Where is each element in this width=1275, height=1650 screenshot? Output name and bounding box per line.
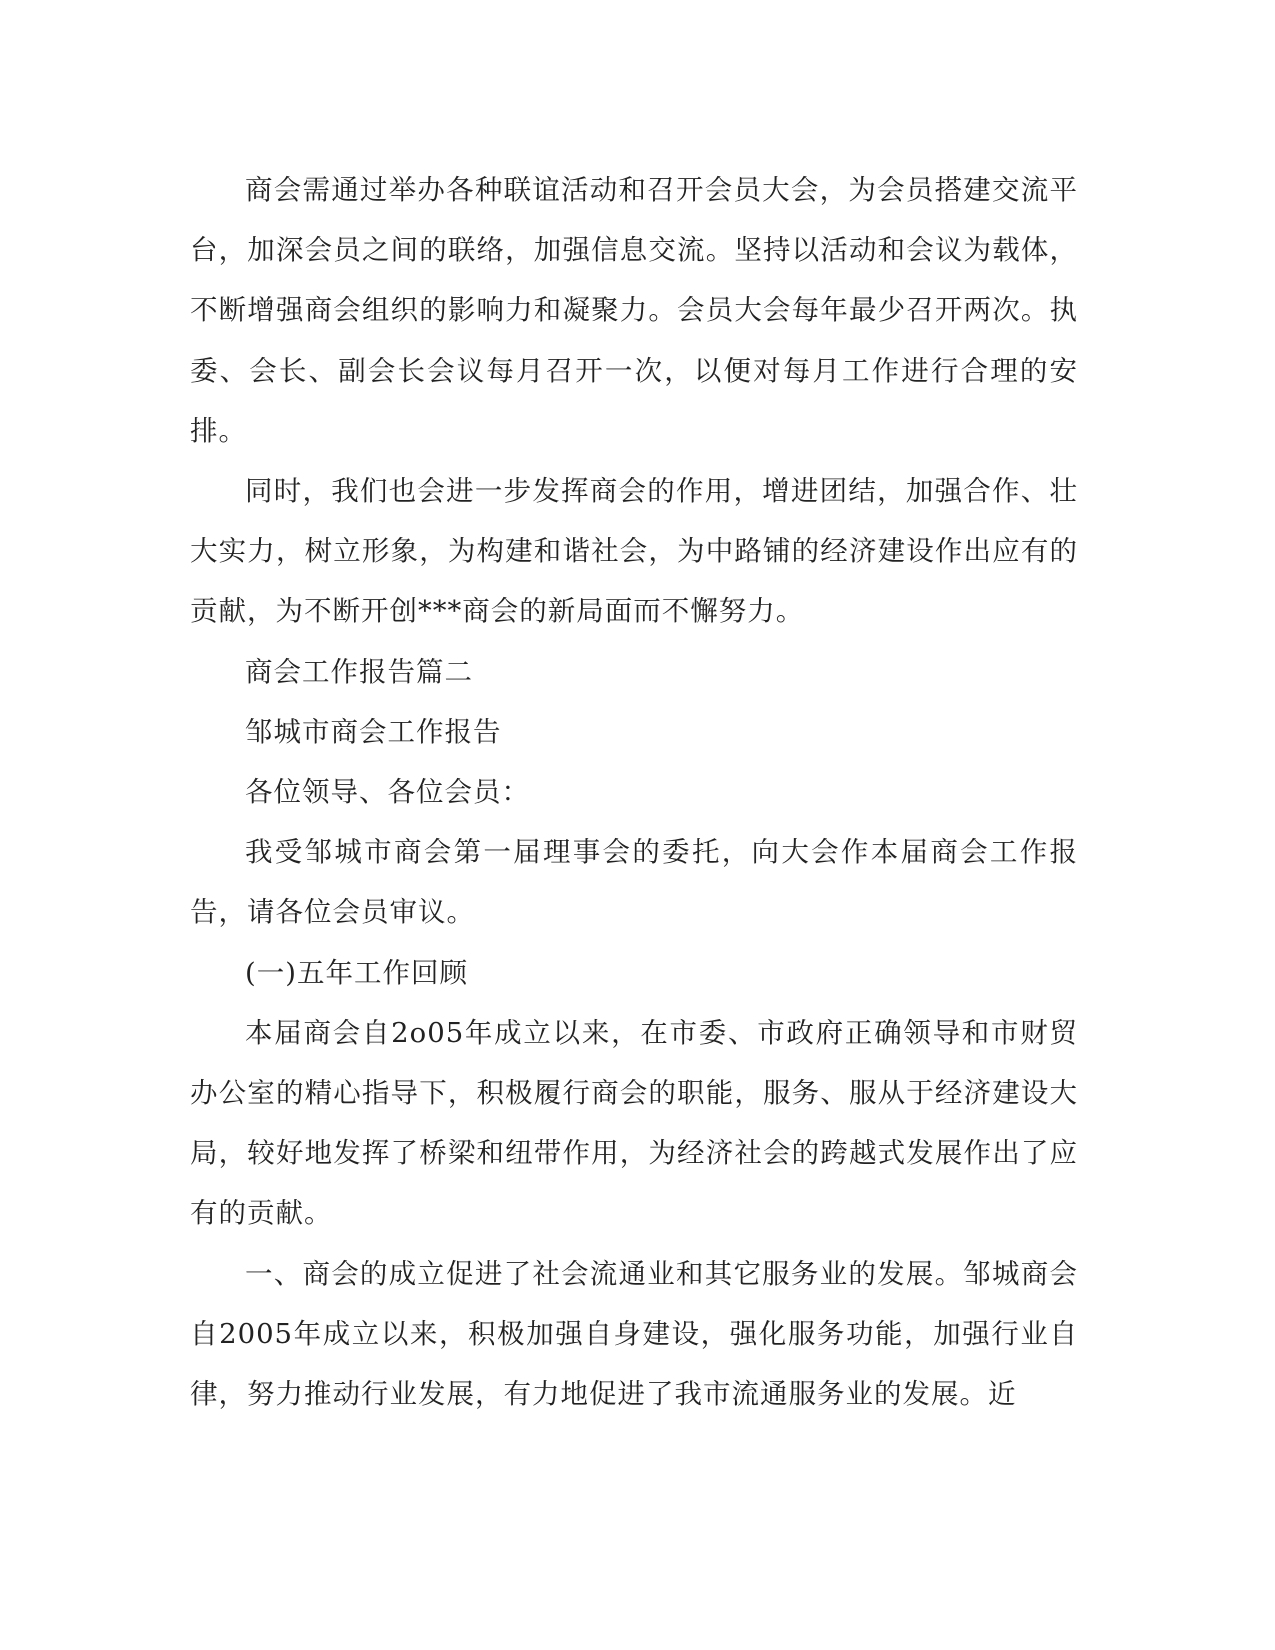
paragraph-report-intro: 我受邹城市商会第一届理事会的委托，向大会作本届商会工作报告，请各位会员审议。 [190, 836, 1078, 929]
paragraph-circulation-development: 一、商会的成立促进了社会流通业和其它服务业的发展。邹城商会自2005年成立以来，积极加强自身建设，强化服务功能，加强行业自律，努力推动行业发展，有力地促进了我市流通服务业的发展。近 [190, 1257, 1078, 1411]
section-heading-part-two: 商会工作报告篇二 [245, 655, 473, 688]
section-heading-five-year-review: (一)五年工作回顾 [245, 956, 468, 989]
paragraph-since-founding: 本届商会自2o05年成立以来，在市委、市政府正确领导和市财贸办公室的精心指导下，积极履行商会的职能，服务、服从于经济建设大局，较好地发挥了桥梁和纽带作用，为经济社会的跨越式发展作出了应有的贡献。 [190, 1016, 1078, 1230]
paragraph-member-activities: 商会需通过举办各种联谊活动和召开会员大会，为会员搭建交流平台，加深会员之间的联络，加强信息交流。坚持以活动和会议为载体，不断增强商会组织的影响力和凝聚力。会员大会每年最少召开两次。执委、会长、副会长会议每月召开一次，以便对每月工作进行合理的安排。 [190, 174, 1078, 447]
paragraph-chamber-role: 同时，我们也会进一步发挥商会的作用，增进团结，加强合作、壮大实力，树立形象，为构建和谐社会，为中路铺的经济建设作出应有的贡献，为不断开创***商会的新局面而不懈努力。 [190, 475, 1078, 628]
document-body [190, 160, 1078, 1424]
report-title: 邹城市商会工作报告 [245, 715, 502, 748]
salutation: 各位领导、各位会员： [245, 776, 530, 809]
